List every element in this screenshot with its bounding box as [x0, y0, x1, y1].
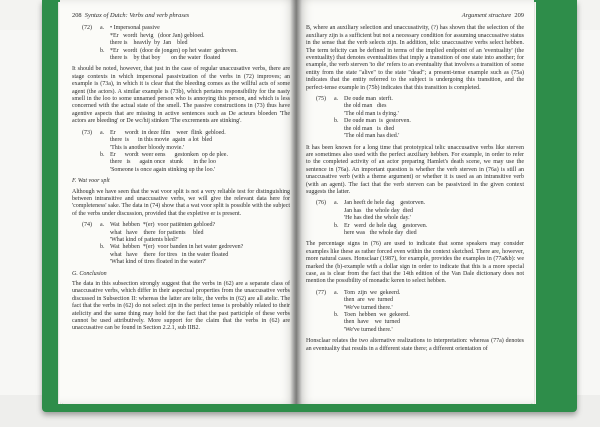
- example-75: [316, 96, 524, 140]
- example-sub: a.: [100, 25, 105, 32]
- example-label: (76): [316, 200, 326, 207]
- example-gloss: the old man dies: [344, 103, 387, 110]
- example-sub: a.: [334, 96, 339, 103]
- example-label: (72): [82, 25, 92, 32]
- example-translation: 'We've turned there.': [344, 326, 393, 333]
- example-text: Wat hebben *(er) voor patiënten gebloed?: [110, 222, 216, 229]
- left-header-text: Syntax of Dutch: Verbs and verb phrases: [84, 12, 190, 19]
- book-gutter: [290, 0, 302, 404]
- right-page-header: [306, 12, 524, 19]
- example-sub: b.: [100, 47, 105, 54]
- left-page: [60, 0, 298, 404]
- example-73: [82, 130, 290, 174]
- example-sub: b.: [334, 222, 339, 229]
- example-text: Er wordt weer eens gestonken op de plee.: [110, 151, 228, 158]
- paragraph: B, where an auxiliary selection and unaccusativity, (?) has shown that the selection of the auxiliary zijn is a sufficient but not a necessary condition for assuming unaccusative status in the sense that the verb selects zijn. In addition, telic unaccusative verbs select hebben. The term telicity can be defined in terms of the implied endpoint of an 'eventuality' (the eventuality) that denotes eventualities that imply a transition of one state into another; for example, the verb sterven 'to die' refers to an eventuality that involves a transition of some entity from the state "alive" to the state "dead"; a present-tense example such as (75a) indicates that the entity referred to the subject is undergoing this transition, and the perfect-tense example in (75b) indicates that this transition is completed.: [306, 25, 524, 91]
- example-text: *Er wordt (door de jongen) op het water gedreven.: [110, 47, 238, 54]
- example-gloss: there is again once stunk in the loo: [110, 159, 216, 166]
- paragraph: It has been known for a long time that prototypical telic unaccusative verbs like sterven are sometimes also used with the perfect auxiliary hebben. For example, in order to refer to the completed activity of an actor preparing Hamlet's death scene, we may use the sentence in (76a). An important question is whether the verb sterven in (76a) is still an unaccusative verb (with a theme argument) or whether it is used as an intransitive verb (with an agent). The fact that the verb sterven can be passivized in the given context suggests the latter.: [306, 144, 524, 195]
- example-text: Jan heeft de hele dag gestorven.: [344, 200, 426, 207]
- right-page: [296, 0, 534, 404]
- section-heading: F. Wat voor splt: [72, 178, 110, 185]
- example-translation: 'The old man is dying.': [344, 110, 399, 117]
- example-translation: 'He has died the whole day.': [344, 215, 411, 222]
- example-gloss: there is heavily by Jan bled: [110, 40, 188, 47]
- example-text: Er wordt in deze film weer flink gebloed.: [110, 129, 226, 136]
- example-label: (77): [316, 289, 326, 296]
- example-77: [316, 290, 524, 334]
- example-sub: a.: [334, 289, 339, 296]
- paragraph: Although we have seen that the wat voor split is not a very reliable test for distinguishing between intransitive and unaccusative verbs, we will give the relevant data here for 'completeness' sake. The data in (74) show that a wat voor split is possible with the subject of the verbs under discussion, provided that the expletive er is present.: [72, 188, 290, 217]
- example-gloss: there is by that boy on the water floated: [110, 55, 221, 62]
- example-gloss: then have we turned: [344, 319, 400, 326]
- example-text: Toen hebben we gekeerd.: [344, 312, 410, 319]
- example-translation: 'Someone is once again stinking up the loo.': [110, 166, 216, 173]
- example-text: De oude man sterft.: [344, 96, 393, 103]
- example-74: [82, 222, 290, 266]
- example-text: Wat hebben *(er) voor banden in het water gedreven?: [110, 244, 244, 251]
- example-translation: 'What kind of patients bled?': [110, 236, 179, 243]
- example-sub: a.: [100, 222, 105, 229]
- example-gloss: the old man is died: [344, 125, 395, 132]
- example-sub: a.: [100, 129, 105, 136]
- example-text: Tom zijn we gekeerd.: [344, 289, 401, 296]
- example-text: • Impersonal passive: [110, 25, 160, 32]
- example-sub: b.: [334, 312, 339, 319]
- left-header-title: [72, 12, 189, 19]
- right-header-text: Argument structure: [461, 12, 512, 19]
- paragraph: The percentage signs in (76) are used to indicate that some speakers may consider examples like these as rather forced even within the context sketched. There are, however, more natural cases. Honsclaar (1987), for example, provides the examples in (77a&b): we marked the (b)-example with a dollar sign in order to indicate that this is a more special case, as is clear from the fact that the 14th edition of the Van Dale dictionary does not mention the possibility of monadic keren to select hebben.: [306, 241, 524, 285]
- example-translation: 'This is another bloody movie.': [110, 144, 184, 151]
- example-text: Er werd de hele dag gestorven.: [344, 222, 428, 229]
- left-page-header: [72, 12, 290, 19]
- right-page-number: 209: [514, 12, 524, 19]
- right-page-content: [306, 12, 524, 357]
- example-sub: b.: [100, 151, 105, 158]
- example-label: (75): [316, 96, 326, 103]
- paragraph: The data in this subsection strongly suggest that the verbs in (62) are a separate class of unaccusative verbs, which differ in their aspectual properties from the unaccusative verbs discussed in Subsection II: whereas the latter are telic, the verbs in (62) are all atelic. The fact that the verbs in (62) do not select zijn in the perfect tense is probably related to their atelicity and the same thing may hold for the fact that the past participle of these verbs cannot be used attributively. More support for the claim that the verbs in (62) are unaccusative can be found in Section 2.2.1, sub IIB2.: [72, 281, 290, 332]
- example-gloss: then are we turned: [344, 297, 393, 304]
- example-gloss: what have there for patients bled: [110, 229, 204, 236]
- left-page-content: [72, 12, 290, 337]
- section-heading: G. Conclusion: [72, 270, 107, 277]
- example-sub: a.: [334, 200, 339, 207]
- example-sub: b.: [334, 118, 339, 125]
- example-gloss: here was the whole day died: [344, 229, 417, 236]
- right-header-title: [462, 12, 524, 19]
- example-76: [316, 200, 524, 237]
- paragraph: It should be noted, however, that just in the case of regular unaccusative verbs, there are stage contexts in which impersonal passivization of the verbs in (72) improves; an example is (73a), in which it is clear that the bleeding comes as the willful acts of some agent (the actors). A similar example is (73b), which pertains responsibility for the nasty smell in the loo to some unnamed person who is annoying this person, and which is less concerned with the actual state of the smell. The passive constructions in (73) thus have agentive aspects that are missing in active sentences such as De acteurs bloeden 'The actors are bleeding' or De wc/hij stinken 'The excrements are stinking'.: [72, 66, 290, 125]
- example-sub: b.: [100, 244, 105, 251]
- example-gloss: there is in this movie again a lot bled: [110, 137, 213, 144]
- example-translation: 'The old man has died.': [344, 133, 400, 140]
- example-gloss: what have there for tires in the water floated: [110, 251, 229, 258]
- example-label: (73): [82, 129, 92, 136]
- example-label: (74): [82, 222, 92, 229]
- example-text: *Er wordt hevig (door Jan) gebloed.: [110, 32, 205, 39]
- example-translation: 'What kind of tires floated in the water?': [110, 259, 207, 266]
- paragraph: Honsclaar relates the two alternative realizations to interpretation: whereas (77a) denotes an eventuality that results in a different state there; a different orientation of: [306, 338, 524, 352]
- example-72: [82, 25, 290, 62]
- left-page-number: 208: [72, 12, 82, 19]
- example-text: De oude man is gestorven.: [344, 118, 411, 125]
- example-gloss: Jan has the whole day died: [344, 207, 413, 214]
- example-translation: 'We've turned there.': [344, 304, 393, 311]
